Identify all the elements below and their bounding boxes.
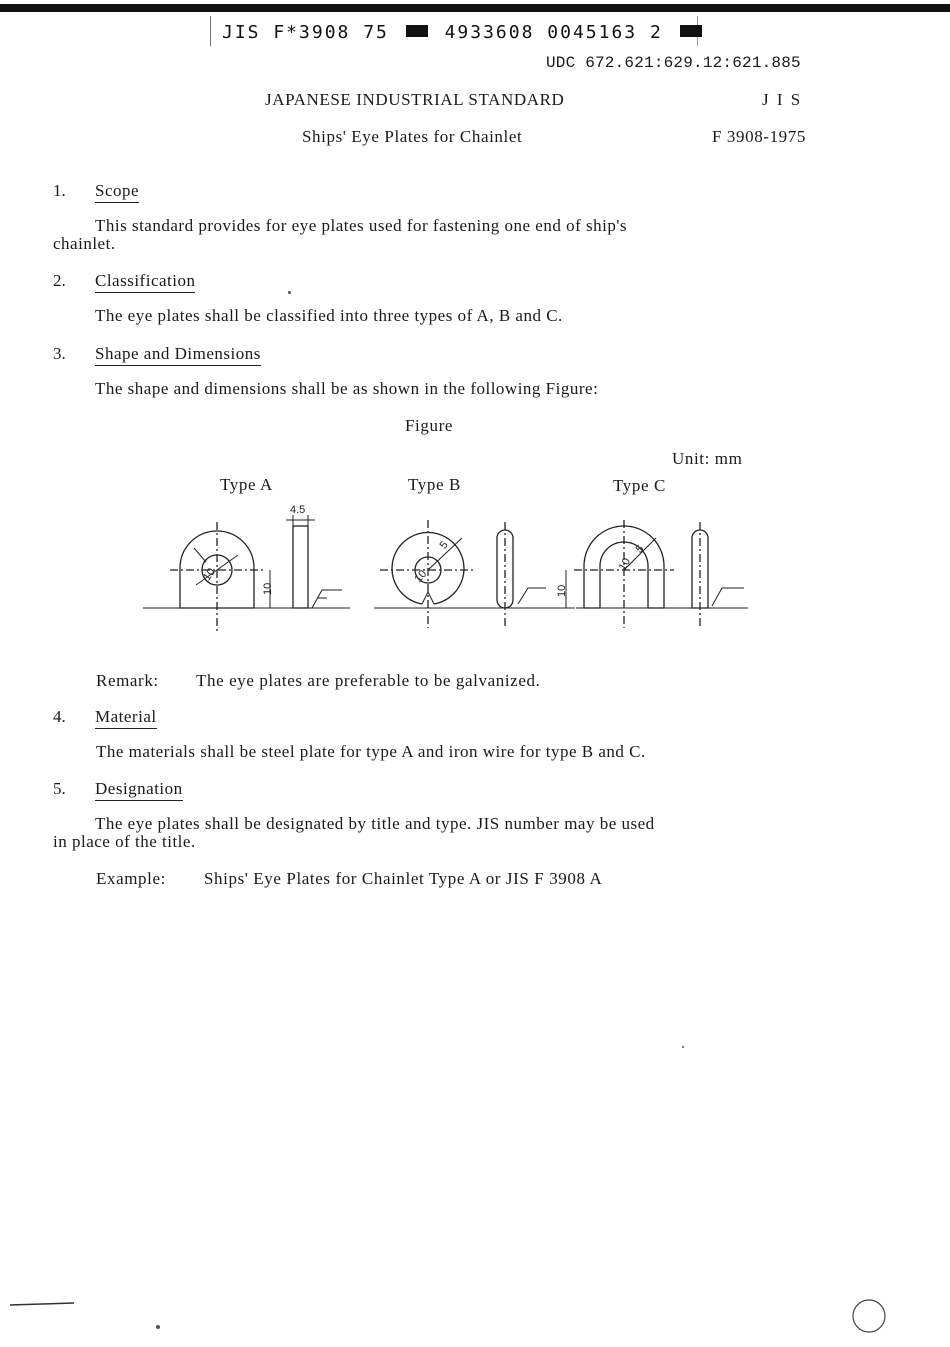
standard-org: JAPANESE INDUSTRIAL STANDARD (265, 90, 565, 109)
example-text: Ships' Eye Plates for Chainlet Type A or JIS F 3908 A (204, 869, 603, 888)
section-4-title: Material (95, 707, 157, 729)
type-a-hole-dim: 10 (201, 566, 218, 584)
section-4-number: 4. (53, 707, 66, 726)
standard-number: F 3908-1975 (712, 127, 806, 146)
section-1-text-line2: chainlet. (53, 234, 116, 253)
type-b-inner-dim: 10 (412, 567, 430, 586)
scan-speck (682, 1046, 684, 1048)
section-3-title: Shape and Dimensions (95, 344, 261, 366)
section-2-title: Classification (95, 271, 195, 293)
scan-mark-circle (853, 1300, 885, 1332)
barcode-left-text: JIS F*3908 75 (222, 22, 389, 43)
section-5-text-line2: in place of the title. (53, 832, 196, 851)
udc-code: UDC 672.621:629.12:621.885 (546, 54, 801, 72)
remark-text: The eye plates are preferable to be galvanized. (196, 671, 541, 690)
section-3-text: The shape and dimensions shall be as shown in the following Figure: (95, 379, 599, 398)
section-2-number: 2. (53, 271, 66, 290)
section-2-text: The eye plates shall be classified into three types of A, B and C. (95, 306, 563, 325)
type-b-radius-dim: 5 (437, 539, 451, 552)
section-4-text: The materials shall be steel plate for type A and iron wire for type B and C. (96, 742, 646, 761)
section-5-text-line1: The eye plates shall be designated by title and type. JIS number may be used (95, 814, 655, 833)
remark-label: Remark: (96, 671, 159, 690)
type-a-drawing (143, 515, 350, 632)
section-3-number: 3. (53, 344, 66, 363)
type-b-drawing (374, 520, 575, 628)
type-a-thickness-dim: 4.5 (290, 504, 306, 516)
type-a-side (293, 526, 308, 608)
section-5-number: 5. (53, 779, 66, 798)
scan-mark-left (10, 1303, 74, 1305)
section-5-title: Designation (95, 779, 183, 801)
section-1-number: 1. (53, 181, 66, 200)
figure-caption: Figure (405, 416, 453, 435)
section-1-text-line1: This standard provides for eye plates used for fastening one end of ship's (95, 216, 627, 235)
type-c-label: Type C (613, 476, 666, 495)
type-a-height-dim: 10 (262, 582, 274, 595)
barcode-right-text: 4933608 0045163 2 (444, 22, 663, 43)
figure-unit: Unit: mm (672, 449, 743, 468)
type-b-height-dim: 10 (556, 584, 568, 597)
scan-speck (288, 291, 291, 294)
type-b-label: Type B (408, 475, 461, 494)
scan-speck (156, 1325, 160, 1329)
type-c-radius-dim: 5 (633, 542, 647, 556)
type-c-drawing (574, 520, 748, 628)
type-c-inner-dim: 10 (616, 556, 634, 573)
document-title: Ships' Eye Plates for Chainlet (302, 127, 523, 146)
type-a-label: Type A (220, 475, 273, 494)
jis-label: J I S (762, 90, 803, 109)
section-1-title: Scope (95, 181, 139, 203)
example-label: Example: (96, 869, 166, 888)
